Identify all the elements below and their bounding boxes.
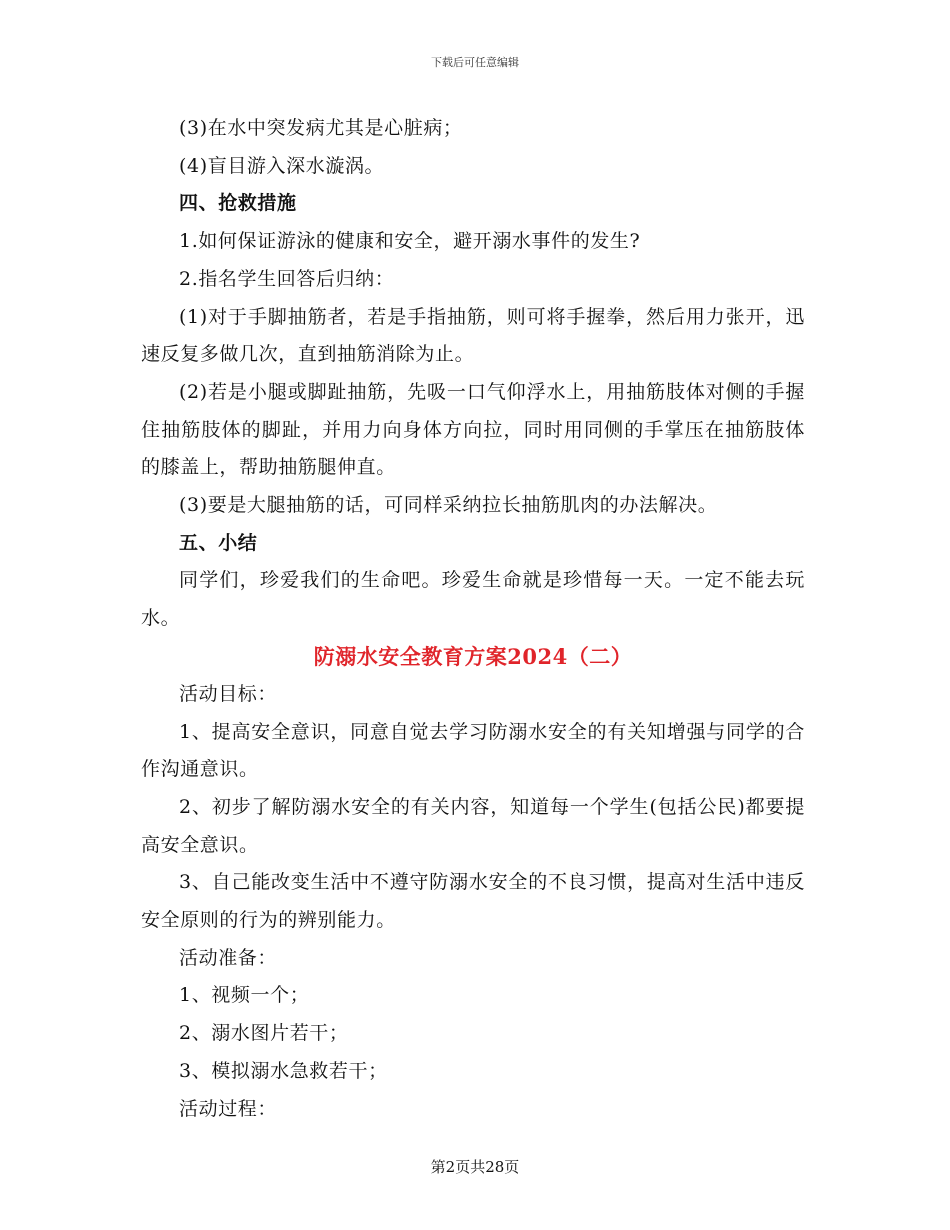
- label-process: 活动过程：: [179, 1097, 278, 1120]
- document-title: 防溺水安全教育方案2024（二）: [313, 643, 633, 669]
- list-item: 1、提高安全意识，同意自觉去学习防溺水安全的有关知增强与同学的合作沟通意识。: [141, 720, 805, 781]
- label-goals: 活动目标：: [179, 682, 278, 705]
- paragraph: 2.指名学生回答后归纳：: [179, 267, 395, 290]
- list-item: 3、模拟溺水急救若干；: [179, 1059, 388, 1082]
- paragraph: 1.如何保证游泳的健康和安全，避开溺水事件的发生?: [179, 230, 641, 253]
- list-item: 1、视频一个；: [179, 984, 310, 1007]
- section-heading: 四、抢救措施: [179, 192, 297, 215]
- paragraph: (3)要是大腿抽筋的话，可同样采纳拉长抽筋肌肉的办法解决。: [179, 494, 718, 517]
- list-item: (4)盲目游入深水漩涡。: [179, 154, 385, 177]
- page-footer: 第2页共28页: [430, 1158, 520, 1176]
- list-item: (3)在水中突发病尤其是心脏病；: [179, 117, 463, 139]
- section-heading: 五、小结: [179, 531, 258, 554]
- list-item: 2、溺水图片若干；: [179, 1022, 349, 1045]
- paragraph: 同学们，珍爱我们的生命吧。珍爱生命就是珍惜每一天。一定不能去玩水。: [141, 569, 805, 630]
- label-preparation: 活动准备：: [179, 946, 278, 969]
- paragraph: (1)对于手脚抽筋者，若是手指抽筋，则可将手握拳，然后用力张开，迅速反复多做几次，直到抽筋消除为止。: [141, 305, 805, 366]
- list-item: 3、自己能改变生活中不遵守防溺水安全的不良习惯，提高对生活中违反安全原则的行为的辨别能力。: [141, 871, 805, 932]
- document-body: [141, 110, 805, 1128]
- paragraph: (2)若是小腿或脚趾抽筋，先吸一口气仰浮水上，用抽筋肢体对侧的手握住抽筋肢体的脚趾，并用力向身体方向拉，同时用同侧的手掌压在抽筋肢体的膝盖上，帮助抽筋腿伸直。: [141, 380, 805, 479]
- list-item: 2、初步了解防溺水安全的有关内容，知道每一个学生(包括公民)都要提高安全意识。: [141, 795, 805, 856]
- page-header-note: 下载后可任意编辑: [431, 56, 519, 69]
